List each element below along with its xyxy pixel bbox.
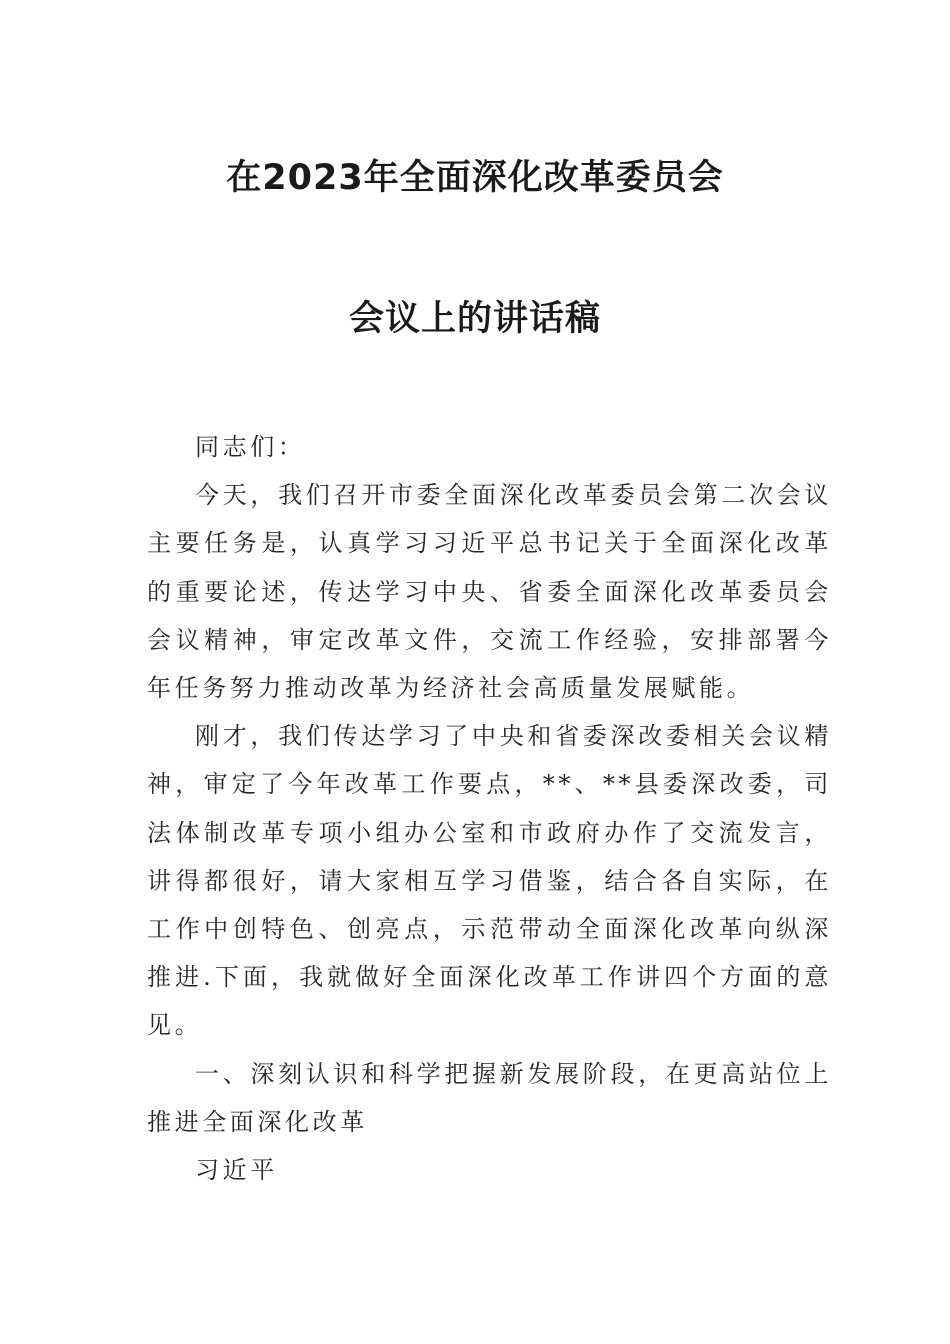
paragraph-1: 今天，我们召开市委全面深化改革委员会第二次会议主要任务是，认真学习习近平总书记关于全面深化改革的重要论述，传达学习中央、省委全面深化改革委员会会议精神，审定改革文件，交流工作经验，安排部署今年任务努力推动改革为经济社会高质量发展赋能。 <box>147 481 832 703</box>
document-body <box>147 423 832 1194</box>
paragraph-3: 习近平 <box>195 1156 278 1185</box>
paragraph-2: 刚才，我们传达学习了中央和省委深改委相关会议精神，审定了今年改革工作要点，**、**县委深改委，司法体制改革专项小组办公室和市政府办作了交流发言，讲得都很好，请大家相互学习借鉴，结合各自实际，在工作中创特色、创亮点，示范带动全面深化改革向纵深推进.下面，我就做好全面深化改革工作讲四个方面的意见。 <box>147 722 832 1040</box>
salutation: 同志们： <box>195 433 306 461</box>
document-title-line-1: 在2023年全面深化改革委员会 <box>226 158 724 198</box>
section-heading-1: 一、深刻认识和科学把握新发展阶段，在更高站位上推进全面深化改革 <box>147 1059 832 1136</box>
document-title-line-2: 会议上的讲话稿 <box>348 299 601 339</box>
